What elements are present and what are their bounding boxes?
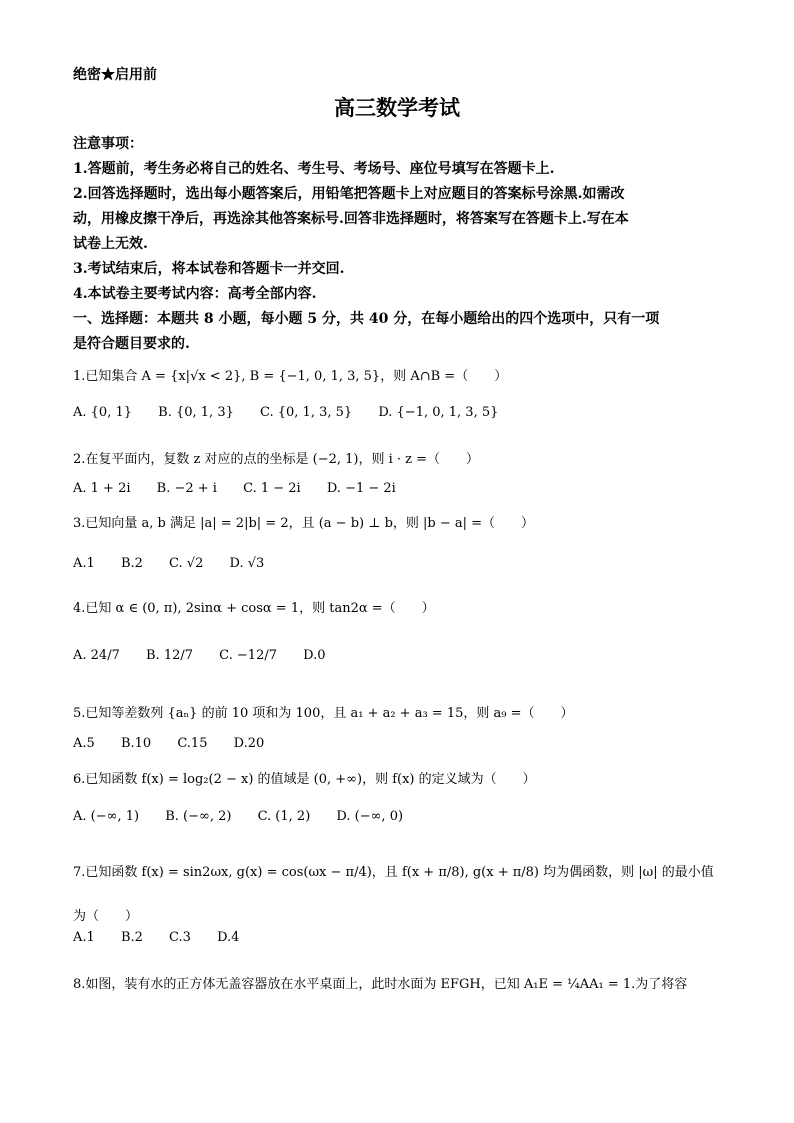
option-b: B. 12/7 [146,648,194,663]
option-c: C. {0, 1, 3, 5} [260,405,353,420]
option-b: B. (−∞, 2) [165,809,232,824]
notice-item: 4.本试卷主要考试内容：高考全部内容. [73,286,317,302]
option-b: B. −2 + i [156,481,217,496]
question-8-stem: 8.如图，装有水的正方体无盖容器放在水平桌面上，此时水面为 EFGH，已知 A₁E = ¼AA₁ = 1.为了将容 [73,977,688,992]
question-4-stem: 4.已知 α ∈ (0, π), 2sinα + cosα = 1，则 tan2α =（ ） [73,601,435,616]
question-3-options [73,556,286,571]
question-7-options [73,930,261,945]
option-c: C. (1, 2) [257,809,311,824]
option-c: C. √2 [169,556,204,571]
notice-item: 2.回答选择题时，选出每小题答案后，用铅笔把答题卡上对应题目的答案标号涂黑.如需改 [73,186,625,202]
question-7-stem-continued: 为（ ） [73,909,139,924]
option-a: A. 24/7 [73,648,120,663]
option-a: A.5 [73,736,95,751]
notice-item: 试卷上无效. [73,236,148,252]
question-7-stem: 7.已知函数 f(x) = sin2ωx, g(x) = cos(ωx − π/4)，且 f(x + π/8), g(x + π/8) 均为偶函数，则 |ω| 的最小值 [73,865,714,880]
question-1-options [73,405,520,420]
question-6-options [73,809,425,824]
question-2-stem: 2.在复平面内，复数 z 对应的点的坐标是 (−2, 1)，则 i · z =（ ） [73,452,480,467]
option-d: D.4 [217,930,240,945]
page-title: 高三数学考试 [334,95,460,120]
option-a: A.1 [73,556,95,571]
option-d: D. (−∞, 0) [336,809,404,824]
option-a: A.1 [73,930,95,945]
option-d: D.20 [233,736,265,751]
notice-heading: 注意事项： [73,136,143,152]
option-d: D. −1 − 2i [326,481,396,496]
option-c: C. −12/7 [219,648,277,663]
question-5-options [73,736,286,751]
question-6-stem: 6.已知函数 f(x) = log₂(2 − x) 的值域是 (0, +∞)，则 f(x) 的定义域为（ ） [73,772,536,787]
option-b: B. {0, 1, 3} [158,405,234,420]
question-3-stem: 3.已知向量 a, b 满足 |a| = 2|b| = 2，且 (a − b) ⊥ b，则 |b − a| =（ ） [73,516,535,531]
option-a: A. (−∞, 1) [73,809,140,824]
option-d: D. {−1, 0, 1, 3, 5} [378,405,499,420]
section-heading: 是符合题目要求的. [73,336,190,352]
option-b: B.2 [120,930,143,945]
question-2-options [73,481,418,496]
notice-item: 1.答题前，考生务必将自己的姓名、考生号、考场号、座位号填写在答题卡上. [73,161,555,177]
option-a: A. 1 + 2i [73,481,131,496]
option-b: B.10 [120,736,152,751]
notice-item: 动，用橡皮擦干净后，再选涂其他答案标号.回答非选择题时，将答案写在答题卡上.写在本 [73,211,629,227]
option-a: A. {0, 1} [73,405,133,420]
option-c: C. 1 − 2i [243,481,301,496]
notice-item: 3.考试结束后，将本试卷和答题卡一并交回. [73,261,345,277]
question-1-stem: 1.已知集合 A = {x|√x < 2}, B = {−1, 0, 1, 3, 5}，则 A∩B =（ ） [73,369,508,384]
option-d: D. √3 [229,556,265,571]
option-c: C.15 [177,736,208,751]
question-4-options [73,648,348,663]
option-c: C.3 [169,930,191,945]
option-b: B.2 [120,556,143,571]
option-d: D.0 [303,648,326,663]
section-heading: 一、选择题：本题共 8 小题，每小题 5 分，共 40 分，在每小题给出的四个选项中，只有一项 [73,311,660,327]
question-5-stem: 5.已知等差数列 {aₙ} 的前 10 项和为 100，且 a₁ + a₂ + a₃ = 15，则 a₉ =（ ） [73,706,574,721]
secret-label: 绝密★启用前 [73,67,157,83]
